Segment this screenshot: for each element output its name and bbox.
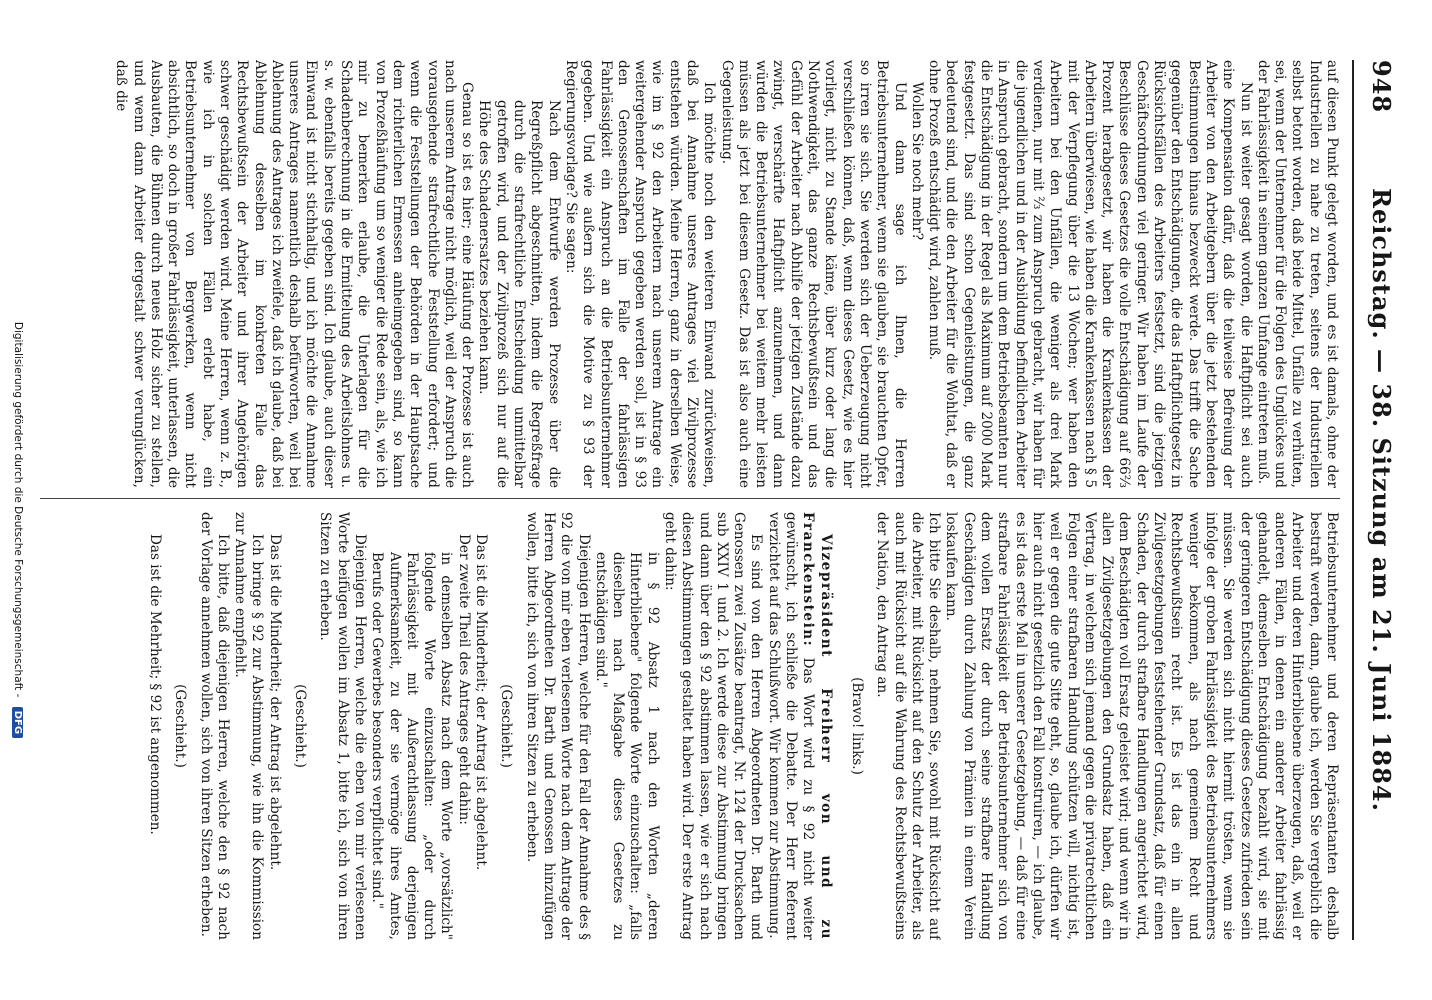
paragraph-text: auf diesen Punkt gelegt worden, und es ist damals, ohne der Industriellen zu nahe zu treten, seitens der Industriellen selbst betont worden, daß beide Mittel, Unfälle zu verhüten, sei, wenn der Unternehmer für die Folgen des Unglückes und der Fahrlässigkeit in seinem ganzen Umfange eintreten muß. (1254, 60, 1340, 488)
paragraph (454, 512, 471, 940)
paragraph (848, 512, 865, 940)
right-column (30, 512, 1340, 940)
paragraph (925, 60, 1254, 488)
paragraph-text: Ich bitte, daß diejenigen Herren, welche den § 92 nach der Vorlage annehmen wollen, sich von ihren Sitzen erheben. (197, 512, 231, 940)
paragraph-text: (Geschieht.) (172, 684, 189, 768)
header-rule (1352, 60, 1354, 940)
paragraph-text: Diejenigen Herren, welche für den Fall der Annahme des § 92 die von mir eben verlesenen Worte nach dem Antrage der Herren Abgeordneten Dr. Barth und Genossen hinzufügen wollen, bitte ich, sich von ihren Sitzen zu erheben. (523, 512, 592, 940)
running-head: Reichstag. — 38. Sitzung am 21. Juni 1884. (1367, 188, 1396, 812)
paragraph-text: Und dann sage ich Ihnen, die Herren Betriebsunternehmer, wenn sie glauben, sie brauchten Opfer, so irren sie sich. Sie werden sich der Ueberzeugung nicht verschließen können, daß, wenn dieses Gesetz, wie es hier vorliegt, nicht zu Stande käme, über kurz oder lang die Nothwendigkeit, das ganze Rechtsbewußtsein und das Gefühl der Arbeiter nach Abhilfe der jetzigen Zustände dazu zwingt, verschärfte Haftpflicht anzunehmen, und dann würden die Betriebsunternehmer bei weitem mehr leisten müssen als jetzt bei diesem Gesetz. Das ist also auch eine Gegenleistung. (718, 60, 908, 488)
paragraph (592, 512, 661, 940)
paragraph (562, 60, 718, 488)
paragraph (265, 512, 282, 940)
paragraph (661, 512, 765, 940)
paragraph (1254, 60, 1340, 488)
left-column (30, 60, 1340, 488)
paragraph (171, 512, 188, 940)
paragraph (765, 512, 834, 940)
page-header (1362, 60, 1402, 940)
paragraph-text: Genau so ist es hier; eine Häufung der Prozesse ist auch nach unserem Antrage nicht möglich, weil der Anspruch die vorausgehende strafrechtliche Feststellung erfordert; und wenn die Feststellungen der Behörden in der Hauptsache dem richterlichen Ermessen anheimgegeben sind, so kann von Prozeßhäufung um so weniger die Rede sein, als, wie ich mir zu bemerken erlaube, die Unterlagen für die Schadenberechnung in die Ermittelung des Arbeitslohnes u. s. w. ebenfalls bereits gegeben sind. Ich glaube, auch dieser Einwand ist nicht stichhaltig, und ich möchte die Annahme unseres Antrages namentlich deshalb befürworten, weil bei Ablehnung des Antrages ich zweifele, daß ich glaube, daß bei Ablehnung desselben im konkreten Falle das Rechtsbewußtsein der Arbeiter und ihrer Angehörigen schwer geschädigt werden wird. Meine Herren, wenn z. B., wie ich in solchen Fällen erlebt habe, ein Betriebsunternehmer von Bergwerken, wenn nicht absichtlich, so doch in großer Fahrlässigkeit, unterlassen, die Ausbauten, die Bühnen durch neues Holz sicher zu stellen, und wenn dann Arbeiter dergestalt schwer verunglücken, daß die (113, 60, 476, 488)
paragraph (316, 512, 368, 940)
paragraph-text: Das Wort wird zu § 92 nicht weiter gewünscht, ich schließe die Debatte. Der Herr Referent verzichtet auf das Schlußwort. Wir kommen zur Abstimmung. (765, 512, 817, 940)
paragraph (291, 512, 308, 940)
paragraph-text: (Bravo! links.) (848, 677, 865, 775)
paragraph (497, 512, 514, 940)
paragraph-text: in § 92 Absatz 1 nach den Worten „deren Hinterbliebene" folgende Worte einzuschalten: „falls dieselben nach Maßgabe dieses Gesetzes zu entschädigen sind." (592, 552, 661, 940)
paragraph-text: Diejenigen Herren, welche die eben von mir verlesenen Worte beifügen wollen im Absatz 1, bitte ich, sich von ihren Sitzen zu erheben. (317, 512, 368, 940)
digitization-note-text: Digitalisierung gefördert durch die Deutsche Forschungsgemeinschaft - (12, 321, 24, 698)
paragraph (231, 512, 266, 940)
paragraph-text: in demselben Absatz nach dem Worte „vorsätzlich" folgende Worte einzuschalten: „oder durch Fahrlässigkeit mit Außerachtlassung derjenigen Aufmerksamkeit, zu der sie vermöge ihres Amtes, Berufs oder Gewerbes besonders verpflichtet sind." (369, 552, 455, 940)
paragraph-text: Nun ist weiter gesagt worden, die Haftpflicht sei auch eine Kompensation dafür, daß die teilweise Befreiung der Arbeiter von den Arbeitgebern über die jetzt bestehenden Bestimmungen hinaus bezweckt werde. Das trifft die Sache gegenüber den Entschädigungen, die das Haftpflichtgesetz in Rücksichtsfällen des Arbeiters festsetzt, sind die jetzigen Geschäftsordnungen viel geringer. Wir haben im Laufe der Beschlüsse dieses Gesetzes die volle Entschädigung auf 66⅔ Prozent herabgesetzt, wir haben die Krankenkassen der Arbeitern überwiesen, wie haben die Krankenkassen nach § 5 mit der Verpflegung über die 13 Wochen; wer haben den Arbeitern bei den Unfällen, die weniger als drei Mark verdienen, nur mit ⅔ zum Anspruch gebracht, wir haben für die jugendlichen und in der Ausbildung befindlichen Arbeiter in Anspruch gebracht, sondern um dem Betriebsbeamten nur die Entschädigung in der Regel als Maximum auf 2000 Mark festgesetzt. Das sind schon Gegenleistungen, die ganz bedeutend sind, und die den Arbeiter für die Wohltat, daß er ohne Prozeß entschädigt wird, zahlen muß. (926, 60, 1254, 488)
paragraph-text: Das ist die Minderheit; der Antrag ist abgelehnt. (266, 534, 283, 871)
paragraph-text: Es sind von den Herren Abgeordneten Dr. Barth und Genossen zwei Zusätze beantragt, Nr. 124 der Drucksachen sub XXIV 1 und 2. Ich werde diese zur Abstimmung bringen und dann über den § 92 abstimmen lassen, wie er sich nach diesen Abstimmungen gestaltet haben wird. Der erste Antrag geht dahin: (662, 512, 765, 940)
paragraph-text: Der zweite Theil des Antrages geht dahin: (455, 534, 472, 825)
paragraph (522, 512, 591, 940)
paragraph (368, 512, 454, 940)
paragraph (112, 60, 475, 488)
paragraph-text: Wollen Sie noch mehr? (908, 82, 925, 241)
speaker-name: Vizepräsident Freiherr von und zu Franckenstein: (800, 512, 834, 940)
paragraph-text: Ich bitte Sie deshalb, nehmen Sie, sowohl mit Rücksicht auf die Arbeiter, mit Rücksicht auf den Schutz der Arbeiter, als auch mit Rücksicht auf die Wahrung des Rechtsbewußtseins der Nation, den Antrag an. (874, 512, 943, 940)
paragraph-text: Ich möchte noch den weiteren Einwand zurückweisen, daß bei Annahme unseres Antrages viel Zivilprozesse entstehen würden. Meine Herren, ganz in derselben Weise, wie im § 92 den Arbeitern nach unserem Antrage ein weitergehender Anspruch gegeben werden soll, ist in § 93 den Genossenschaften im Falle der fahrlässigen Fahrlässigkeit ein Anspruch an die Betriebsunternehmer gegeben. Und wie außern sich die Motive zu § 93 der Regierungsvorlage? Sie sagen: (562, 60, 718, 488)
paragraph (908, 60, 925, 488)
paragraph (146, 512, 163, 940)
paragraph-text: Nach dem Entwurfe werden Prozesse über die Regreßpflicht abgeschnitten, indem die Regreßfrage durch die strafrechtliche Entscheidung unmittelbar getroffen wird, und der Zivilprozeß sich nur auf die Höhe des Schadenersatzes beziehen kann. (476, 100, 562, 488)
paragraph (717, 60, 907, 488)
dfg-logo: DFG (12, 707, 23, 738)
paragraph (472, 512, 489, 940)
page-number: 948 (1367, 60, 1396, 114)
paragraph-text: (Geschieht.) (292, 684, 309, 768)
digitization-note (12, 60, 24, 1000)
paragraph-text: Das ist die Minderheit; der Antrag ist abgelehnt. (473, 534, 490, 871)
paragraph (196, 512, 231, 940)
paragraph (942, 512, 1340, 940)
paragraph-text: Das ist die Mehrheit; § 92 ist angenommen. (147, 534, 163, 835)
paragraph (475, 60, 561, 488)
paragraph-text: Ich bringe § 92 zur Abstimmung, wie ihn die Kommission zur Annahme empfiehlt. (232, 512, 266, 940)
paragraph-text: (Geschieht.) (498, 684, 515, 768)
paragraph-text: Betriebsunternehmer und deren Repräsentanten deshalb bestraft werden, dann, glaube ich, werden Sie vergeblich die Arbeiter und deren Hinterbliebene überzeugen, daß, weil er anderen Fällen, in denen ein anderer Arbeiter fahrlässig gehandelt, demselben Entschädigung bezahlt wird, sie mit der geringeren Entschädigung dieses Gesetzes zufrieden sein müssen. Sie werden sich nicht hiermit trösten, wenn sie infolge der groben Fahrlässigkeit des Betriebsunternehmers weniger bekommen, als nach gemeinem Recht und Rechtsbewußtsein recht ist. Es ist das ein in allen Zivilgesetzgebungen feststehender Grundsatz, daß für einen Schaden, der durch strafbare Handlungen angerichtet wird, dem Beschädigten voll Ersatz geleistet wird; und wenn wir in allen Zivilgesetzgebungen den Grundsatz haben, daß ein Vertrag, in welchem sich jemand gegen die privatrechtlichen Folgen einer strafbaren Handlung schützen will, nichtig ist, weil er gegen die gute Sitte geht, so, glaube ich, dürfen wir hier auch nicht gesetzlich den Fall konstruiren, — ich glaube, es ist das erste Mal in unserer Gesetzgebung, — daß für eine strafbare Fahrlässigkeit der Betriebsunternehmer sich von dem vollen Ersatz der durch seine strafbare Handlung Geschädigten durch Zahlung von Prämien in einem Verein loskaufen kann. (943, 512, 1340, 940)
paragraph (873, 512, 942, 940)
column-divider (40, 498, 1340, 499)
